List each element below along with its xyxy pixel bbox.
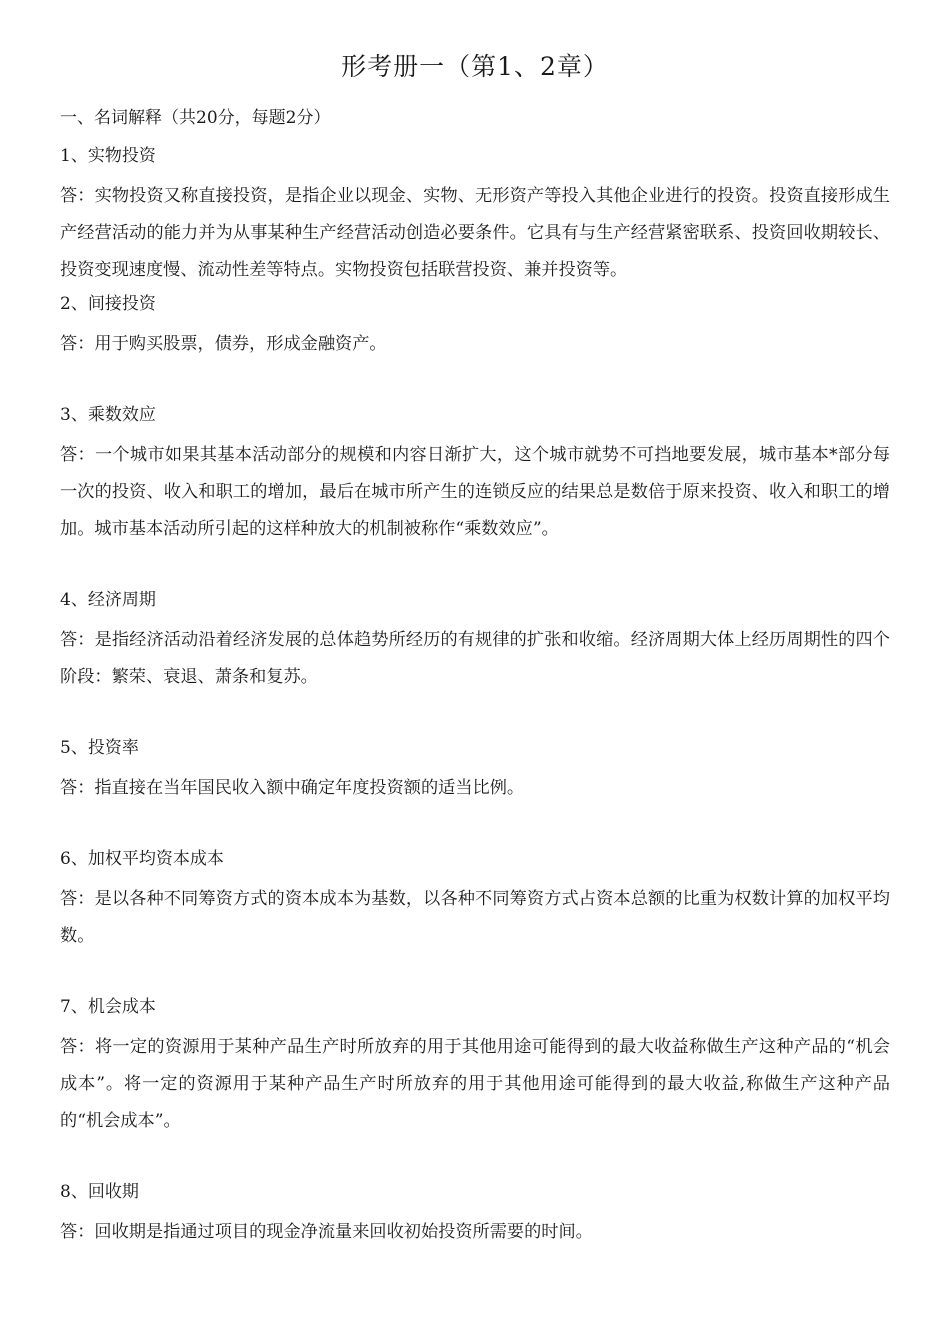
term-answer: 答：是以各种不同筹资方式的资本成本为基数，以各种不同筹资方式占资本总额的比重为权数计算的加权平均数。: [60, 889, 890, 946]
term-item: [60, 1177, 890, 1251]
term-heading: 6、加权平均资本成本: [60, 849, 224, 869]
term-heading: 8、回收期: [60, 1182, 139, 1202]
term-item: [60, 844, 890, 955]
term-heading: 3、乘数效应: [60, 405, 156, 425]
term-item: [60, 141, 890, 289]
term-answer: 答：一个城市如果其基本活动部分的规模和内容日渐扩大，这个城市就势不可挡地要发展，城市基本*部分每一次的投资、收入和职工的增加，最后在城市所产生的连锁反应的结果总是数倍于原来投资、收入和职工的增加。城市基本活动所引起的这样种放大的机制被称作“乘数效应”。: [60, 445, 890, 539]
term-answer: 答：用于购买股票，债券，形成金融资产。: [60, 334, 387, 354]
paragraph-gap: [60, 955, 890, 992]
term-answer: 答：将一定的资源用于某种产品生产时所放弃的用于其他用途可能得到的最大收益称做生产这种产品的“机会成本”。将一定的资源用于某种产品生产时所放弃的用于其他用途可能得到的最大收益,称做生产这种产品的“机会成本”。: [60, 1037, 890, 1131]
term-item: [60, 733, 890, 807]
term-list: [60, 141, 890, 1251]
term-heading: 5、投资率: [60, 738, 139, 758]
paragraph-gap: [60, 363, 890, 400]
paragraph-gap: [60, 807, 890, 844]
term-answer: 答：是指经济活动沿着经济发展的总体趋势所经历的有规律的扩张和收缩。经济周期大体上经历周期性的四个阶段：繁荣、衰退、萧条和复苏。: [60, 630, 890, 687]
term-answer: 答：实物投资又称直接投资，是指企业以现金、实物、无形资产等投入其他企业进行的投资。投资直接形成生产经营活动的能力并为从事某种生产经营活动创造必要条件。它具有与生产经营紧密联系、投资回收期较长、投资变现速度慢、流动性差等特点。实物投资包括联营投资、兼并投资等。: [60, 186, 890, 280]
term-item: [60, 585, 890, 696]
term-heading: 4、经济周期: [60, 590, 156, 610]
term-answer: 答：指直接在当年国民收入额中确定年度投资额的适当比例。: [60, 778, 525, 798]
section-heading: 一、名词解释（共20分，每题2分）: [60, 108, 331, 128]
term-answer: 答：回收期是指通过项目的现金净流量来回收初始投资所需要的时间。: [60, 1222, 593, 1242]
document-title: 形考册一（第1、2章）: [341, 52, 609, 81]
paragraph-gap: [60, 696, 890, 733]
paragraph-gap: [60, 548, 890, 585]
term-heading: 7、机会成本: [60, 997, 156, 1017]
term-item: [60, 400, 890, 548]
term-heading: 2、间接投资: [60, 294, 156, 314]
term-heading: 1、实物投资: [60, 146, 156, 166]
term-item: [60, 992, 890, 1140]
paragraph-gap: [60, 1140, 890, 1177]
term-item: [60, 289, 890, 363]
